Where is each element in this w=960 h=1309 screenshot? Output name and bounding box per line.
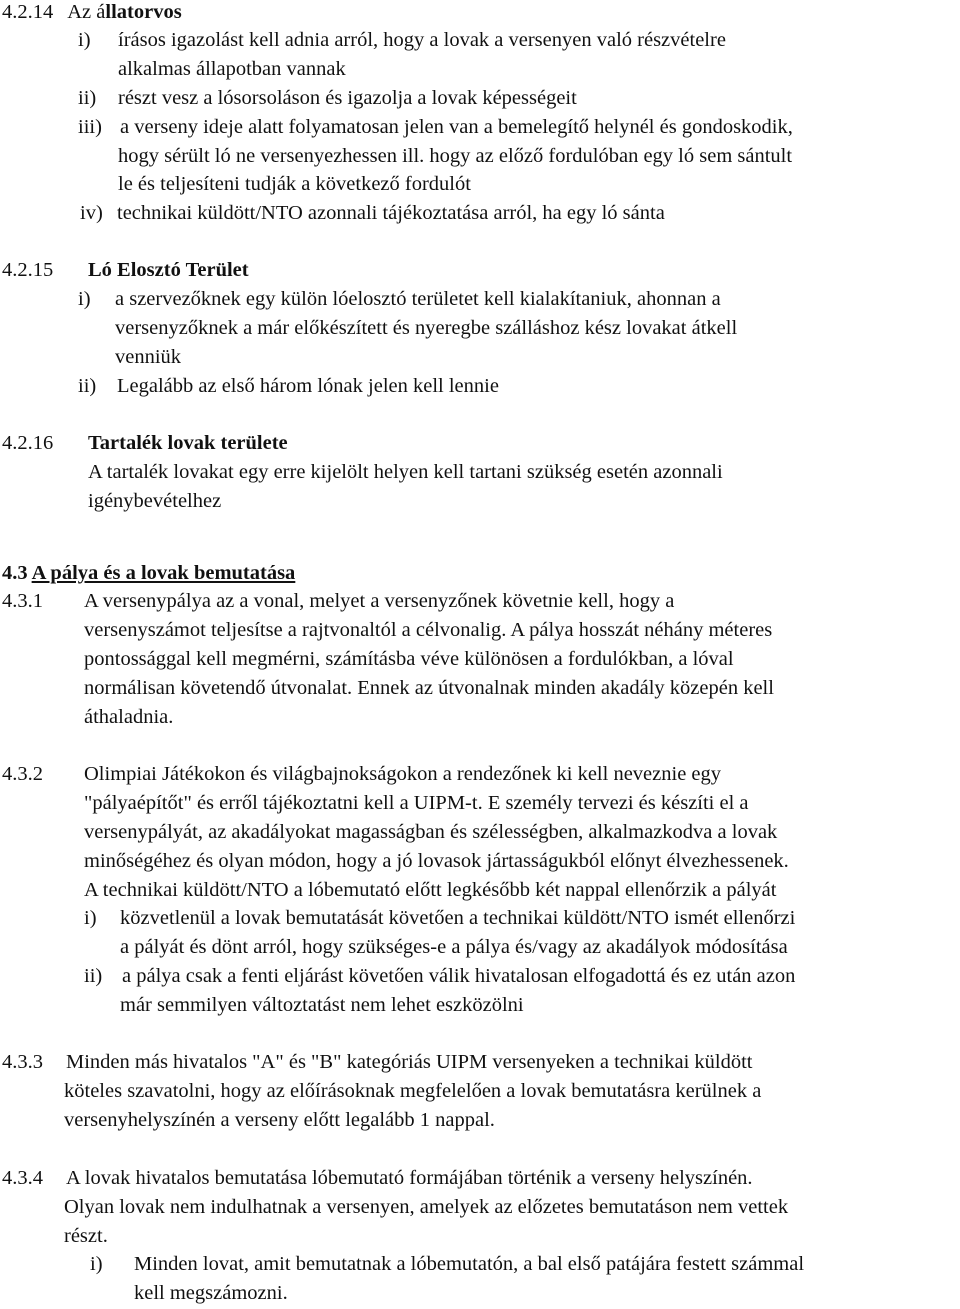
section-number-4-3-2: 4.3.2 — [2, 763, 43, 785]
paragraph-line: normálisan követendő útvonalat. Ennek az útvonalnak minden akadály közepén kell — [84, 677, 774, 699]
paragraph-line: pontossággal kell megmérni, számításba véve különösen a fordulókban, a lóval — [84, 648, 734, 670]
list-item-i: i) — [78, 288, 91, 310]
section-4-3-heading — [2, 561, 295, 585]
section-title: A pálya és a lovak bemutatása — [31, 562, 296, 584]
list-item-text: le és teljesíteni tudják a következő fordulót — [118, 173, 471, 195]
list-item-text: venniük — [115, 346, 182, 368]
list-item-ii: ii) — [78, 375, 97, 397]
list-item-text: Minden lovat, amit bemutatnak a lóbemutatón, a bal első patájára festett számmal — [134, 1253, 805, 1275]
list-item-text: technikai küldött/NTO azonnali tájékoztatása arról, ha egy ló sánta — [117, 202, 665, 224]
list-item-iii: iii) — [78, 116, 102, 138]
list-item-text: Legalább az első három lónak jelen kell lennie — [117, 375, 499, 397]
section-title-prefix: Az á — [67, 1, 106, 23]
section-4-2-14-heading — [2, 0, 182, 24]
section-number: 4.3 — [2, 562, 28, 584]
paragraph-line: versenyszámot teljesítse a rajtvonaltól a célvonalig. A pálya hosszát néhány méteres — [84, 619, 773, 641]
list-item-text: a verseny ideje alatt folyamatosan jelen van a bemelegítő helynél és gondoskodik, — [120, 116, 793, 138]
list-item-i: i) — [84, 907, 97, 929]
paragraph-line: áthaladnia. — [84, 706, 174, 728]
paragraph-line: versenyhelyszínén a verseny előtt legalább 1 nappal. — [64, 1109, 495, 1131]
paragraph-line: A technikai küldött/NTO a lóbemutató előtt legkésőbb két nappal ellenőrzik a pályát — [84, 879, 777, 901]
list-item-text: a pályát és dönt arról, hogy szükséges-e a pálya és/vagy az akadályok módosítása — [120, 936, 788, 958]
section-number: 4.2.14 — [2, 1, 54, 23]
paragraph-line: Minden más hivatalos "A" és "B" kategóriás UIPM versenyeken a technikai küldött — [66, 1051, 753, 1073]
paragraph-line: Olyan lovak nem indulhatnak a versenyen, amelyek az előzetes bemutatáson nem vettek — [64, 1196, 789, 1218]
paragraph-line: igénybevételhez — [88, 490, 222, 512]
paragraph-line: A versenypálya az a vonal, melyet a versenyzőnek követnie kell, hogy a — [84, 590, 675, 612]
section-title: Ló Elosztó Terület — [88, 259, 249, 281]
list-item-i: i) — [78, 29, 91, 51]
list-item-text: kell megszámozni. — [134, 1282, 288, 1304]
list-item-text: versenyzőknek a már előkészített és nyeregbe szálláshoz kész lovakat átkell — [115, 317, 738, 339]
list-item-text: írásos igazolást kell adnia arról, hogy a lovak a versenyen való részvételre — [118, 29, 726, 51]
paragraph-line: "pályaépítőt" és erről tájékoztatni kell a UIPM-t. E személy tervezi és készíti el a — [84, 792, 749, 814]
paragraph-line: A tartalék lovakat egy erre kijelölt helyen kell tartani szükség esetén azonnali — [88, 461, 723, 483]
list-item-iv: iv) — [80, 202, 103, 224]
list-item-text: már semmilyen változtatást nem lehet eszközölni — [120, 994, 524, 1016]
paragraph-line: versenypályát, az akadályokat magasságban és szélességben, alkalmazkodva a lovak — [84, 821, 778, 843]
section-number-4-3-1: 4.3.1 — [2, 590, 43, 612]
list-item-text: alkalmas állapotban vannak — [118, 58, 346, 80]
paragraph-line: A lovak hivatalos bemutatása lóbemutató formájában történik a verseny helyszínén. — [66, 1167, 753, 1189]
section-title: Tartalék lovak területe — [88, 432, 288, 454]
section-title-bold: llatorvos — [105, 1, 182, 23]
list-item-text: a szervezőknek egy külön lóelosztó területet kell kialakítaniuk, ahonnan a — [115, 288, 721, 310]
paragraph-line: Olimpiai Játékokon és világbajnokságokon a rendezőnek ki kell neveznie egy — [84, 763, 722, 785]
paragraph-line: minőségéhez és olyan módon, hogy a jó lovasok jártasságukból előnyt élvezhessenek. — [84, 850, 789, 872]
section-number-4-2-15: 4.2.15 — [2, 259, 54, 281]
list-item-i: i) — [90, 1253, 103, 1275]
list-item-text: hogy sérült ló ne versenyezhessen ill. hogy az előző fordulóban egy ló sem sántult — [118, 145, 793, 167]
section-number-4-3-3: 4.3.3 — [2, 1051, 43, 1073]
list-item-ii: ii) — [84, 965, 103, 987]
section-number-4-2-16: 4.2.16 — [2, 432, 54, 454]
section-number-4-3-4: 4.3.4 — [2, 1167, 43, 1189]
paragraph-line: köteles szavatolni, hogy az előírásoknak megfelelően a lovak bemutatásra kerülnek a — [64, 1080, 762, 1102]
paragraph-line: részt. — [64, 1225, 108, 1247]
list-item-ii: ii) — [78, 87, 97, 109]
list-item-text: a pálya csak a fenti eljárást követően válik hivatalosan elfogadottá és ez után azon — [122, 965, 796, 987]
list-item-text: közvetlenül a lovak bemutatását követően a technikai küldött/NTO ismét ellenőrzi — [120, 907, 796, 929]
list-item-text: részt vesz a lósorsoláson és igazolja a lovak képességeit — [118, 87, 577, 109]
